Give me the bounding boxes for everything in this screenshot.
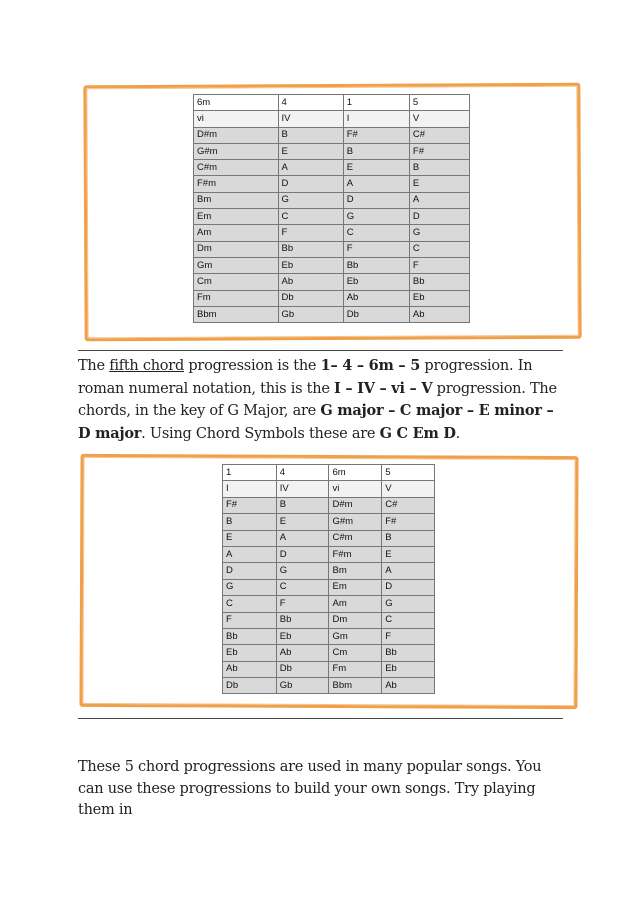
- table-cell: E: [343, 160, 409, 176]
- table-cell: G: [343, 209, 409, 225]
- table-cell: Ab: [409, 306, 469, 322]
- table-cell: D: [276, 546, 329, 562]
- table-cell: 6m: [194, 95, 279, 111]
- table-cell: Em: [329, 579, 382, 595]
- table-cell: Bm: [194, 192, 279, 208]
- roman-numerals: I – IV – vi – V: [334, 379, 433, 397]
- table-cell: 4: [276, 465, 329, 481]
- table-cell: E: [278, 143, 343, 159]
- table-cell: A: [223, 546, 277, 562]
- table-cell: B: [276, 497, 329, 513]
- table-cell: B: [382, 530, 435, 546]
- table-row: [194, 241, 470, 257]
- table-cell: 5: [409, 95, 469, 111]
- table-cell: IV: [276, 481, 329, 497]
- table-cell: D: [278, 176, 343, 192]
- table-cell: C: [409, 241, 469, 257]
- table-cell: Eb: [343, 274, 409, 290]
- table-cell: G: [276, 563, 329, 579]
- table-row: [223, 661, 435, 677]
- table-row: [223, 579, 435, 595]
- table-cell: V: [382, 481, 435, 497]
- table-cell: F#: [343, 127, 409, 143]
- fifth-chord-link[interactable]: fifth chord: [109, 358, 185, 374]
- table-cell: D: [223, 563, 277, 579]
- table-row: [194, 225, 470, 241]
- table-cell: Db: [276, 661, 329, 677]
- table-cell: C: [276, 579, 329, 595]
- table-cell: F: [343, 241, 409, 257]
- text: The: [78, 358, 110, 374]
- text: . Using Chord Symbols these are: [141, 425, 380, 442]
- table-cell: C#m: [329, 530, 382, 546]
- table-cell: F#: [382, 514, 435, 530]
- table-cell: B: [278, 127, 343, 143]
- table-row: [223, 514, 435, 530]
- table-cell: F#m: [329, 546, 382, 562]
- chord-symbols: G C Em D: [379, 424, 456, 442]
- table-cell: Gb: [278, 306, 343, 322]
- table-cell: 4: [278, 95, 343, 111]
- table-cell: E: [382, 546, 435, 562]
- table-cell: Cm: [194, 274, 279, 290]
- table-row: [194, 143, 470, 159]
- table-cell: 5: [382, 465, 435, 481]
- table-cell: F#m: [194, 176, 279, 192]
- table-row: [194, 127, 470, 143]
- table-cell: Db: [278, 290, 343, 306]
- table-cell: G: [409, 225, 469, 241]
- table-cell: Gm: [194, 257, 279, 273]
- table-cell: C: [343, 225, 409, 241]
- table-cell: Cm: [329, 645, 382, 661]
- table-row: [194, 290, 470, 306]
- table-cell: IV: [278, 111, 343, 127]
- table-cell: Gb: [276, 678, 329, 694]
- table-cell: Eb: [382, 661, 435, 677]
- table-cell: E: [409, 176, 469, 192]
- table-cell: Eb: [278, 257, 343, 273]
- table-cell: Bb: [278, 241, 343, 257]
- table-row: [223, 481, 435, 497]
- table-cell: Bb: [276, 612, 329, 628]
- table-cell: Eb: [223, 645, 277, 661]
- fifth-progression-paragraph: [78, 355, 568, 445]
- text: .: [455, 425, 461, 442]
- table-row: [223, 596, 435, 612]
- table-row: [223, 563, 435, 579]
- table-cell: Ab: [382, 678, 435, 694]
- table-cell: Eb: [276, 628, 329, 644]
- table-cell: E: [276, 514, 329, 530]
- table-cell: G#m: [329, 514, 382, 530]
- text: progression. The chords, in the key of G Major, are: [78, 380, 557, 419]
- table-cell: D: [382, 579, 435, 595]
- table-row: [223, 497, 435, 513]
- table-cell: F: [276, 596, 329, 612]
- table-cell: Bb: [382, 645, 435, 661]
- table-row: [223, 628, 435, 644]
- text: progression. In roman numeral notation, this is the: [78, 358, 533, 397]
- table-cell: Dm: [194, 241, 279, 257]
- chord-table-bottom: [222, 464, 435, 694]
- table-cell: Eb: [409, 290, 469, 306]
- table-row: [194, 192, 470, 208]
- table-cell: C#: [382, 497, 435, 513]
- table-cell: B: [223, 514, 277, 530]
- table-row: [194, 176, 470, 192]
- table-cell: F#: [409, 143, 469, 159]
- table-row: [194, 95, 470, 111]
- table-cell: Bbm: [194, 306, 279, 322]
- table-cell: Bb: [223, 628, 277, 644]
- text: progression is the: [184, 358, 321, 374]
- table-cell: 1: [223, 465, 277, 481]
- table-cell: A: [343, 176, 409, 192]
- table-cell: Em: [194, 209, 279, 225]
- table-cell: A: [276, 530, 329, 546]
- table-cell: Bb: [409, 274, 469, 290]
- table-row: [223, 612, 435, 628]
- table-row: [223, 465, 435, 481]
- table-cell: G: [223, 579, 277, 595]
- table-row: [194, 209, 470, 225]
- table-cell: Db: [343, 306, 409, 322]
- table-cell: Gm: [329, 628, 382, 644]
- table-cell: Bb: [343, 257, 409, 273]
- table-cell: Fm: [194, 290, 279, 306]
- table-cell: F#: [223, 497, 277, 513]
- table-cell: vi: [194, 111, 279, 127]
- table-cell: F: [223, 612, 277, 628]
- table-cell: F: [409, 257, 469, 273]
- table-cell: Ab: [278, 274, 343, 290]
- table-cell: D#m: [329, 497, 382, 513]
- table-cell: Bm: [329, 563, 382, 579]
- table-cell: Bbm: [329, 678, 382, 694]
- table-cell: A: [409, 192, 469, 208]
- table-cell: D: [409, 209, 469, 225]
- table-cell: Db: [223, 678, 277, 694]
- table-row: [223, 645, 435, 661]
- table-row: [194, 274, 470, 290]
- table-cell: G#m: [194, 143, 279, 159]
- table-cell: I: [223, 481, 277, 497]
- table-cell: F: [382, 628, 435, 644]
- divider-bottom: [78, 718, 563, 719]
- table-row: [194, 111, 470, 127]
- table-row: [194, 160, 470, 176]
- table-cell: Fm: [329, 661, 382, 677]
- table-cell: Ab: [276, 645, 329, 661]
- table-cell: B: [343, 143, 409, 159]
- table-cell: A: [382, 563, 435, 579]
- table-row: [194, 306, 470, 322]
- table-cell: G: [382, 596, 435, 612]
- table-cell: G: [278, 192, 343, 208]
- table-cell: 1: [343, 95, 409, 111]
- table-cell: D#m: [194, 127, 279, 143]
- table-cell: I: [343, 111, 409, 127]
- table-cell: C#m: [194, 160, 279, 176]
- table-row: [223, 678, 435, 694]
- table-row: [194, 257, 470, 273]
- progression-numbers: 1– 4 – 6m – 5: [320, 357, 421, 374]
- table-cell: V: [409, 111, 469, 127]
- table-cell: Ab: [223, 661, 277, 677]
- table-cell: 6m: [329, 465, 382, 481]
- table-cell: B: [409, 160, 469, 176]
- divider-top: [78, 350, 563, 351]
- table-cell: Ab: [343, 290, 409, 306]
- table-cell: C: [278, 209, 343, 225]
- table-cell: vi: [329, 481, 382, 497]
- table-cell: C: [382, 612, 435, 628]
- table-cell: C: [223, 596, 277, 612]
- table-cell: F: [278, 225, 343, 241]
- table-cell: C#: [409, 127, 469, 143]
- chord-names: G major – C major – E minor – D major: [78, 402, 554, 442]
- table-row: [223, 546, 435, 562]
- table-cell: Dm: [329, 612, 382, 628]
- chord-table-top: [193, 94, 470, 323]
- table-cell: Am: [194, 225, 279, 241]
- table-cell: A: [278, 160, 343, 176]
- table-cell: D: [343, 192, 409, 208]
- table-row: [223, 530, 435, 546]
- usage-paragraph: These 5 chord progressions are used in many popular songs. You can use these progressions to build your own songs. Try playing them in: [78, 759, 542, 818]
- table-cell: Am: [329, 596, 382, 612]
- table-cell: E: [223, 530, 277, 546]
